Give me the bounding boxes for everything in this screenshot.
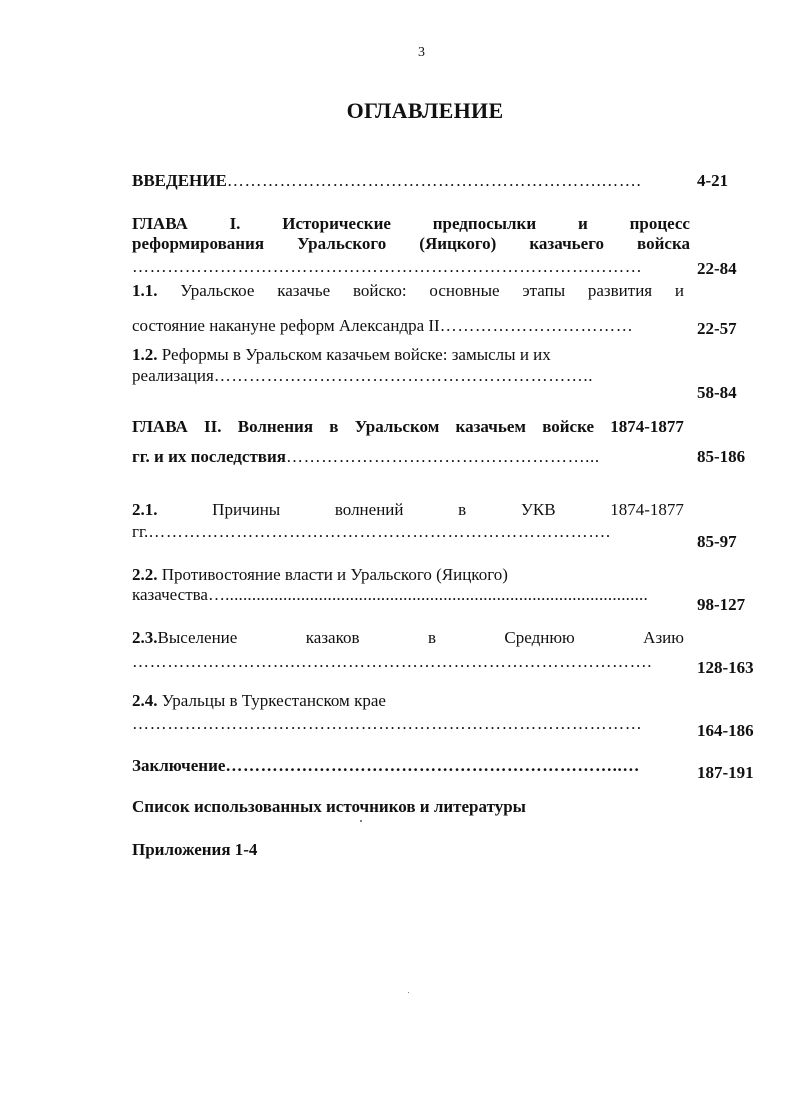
toc-entry-intro[interactable] (132, 171, 682, 191)
toc-ch2-w1: II. (204, 417, 222, 436)
toc-ch1-line2[interactable] (132, 234, 690, 254)
toc-s21-w3: УКВ (520, 500, 556, 519)
toc-s12-line2[interactable] (132, 366, 692, 386)
toc-s22-line1[interactable] (132, 565, 508, 585)
toc-ch1-l2w2: (Яицкого) (419, 234, 497, 253)
toc-s23-w0: Выселение (157, 628, 238, 647)
scan-speck (408, 992, 409, 993)
toc-s21-line1[interactable] (132, 500, 684, 520)
toc-ch2-w6: войске (542, 417, 595, 436)
page-title: ОГЛАВЛЕНИЕ (346, 98, 504, 123)
toc-ch1-page: 22-84 (697, 259, 737, 278)
toc-s12-num: 1.2. (132, 345, 158, 364)
toc-s21-page: 85-97 (697, 532, 737, 551)
toc-s21-line2[interactable] (132, 522, 684, 542)
toc-ch2-w0: ГЛАВА (132, 417, 188, 436)
toc-entry-appendix[interactable]: Приложения 1-4 (132, 840, 258, 859)
toc-s22-num: 2.2. (132, 565, 158, 584)
toc-s11-w5: развития (587, 281, 653, 300)
toc-ch1-w5: процесс (629, 214, 690, 233)
toc-ch1-l2w4: войска (637, 234, 690, 253)
toc-s22-dots: …............................................................................................... (207, 585, 648, 604)
toc-s24-line1[interactable] (132, 691, 386, 711)
toc-s22-line2-text: казачества (132, 585, 208, 604)
toc-s11-line2[interactable] (132, 316, 682, 336)
toc-s23-w2: в (427, 628, 436, 647)
toc-ch1-l2w3: казачьего (529, 234, 604, 253)
toc-intro-label: ВВЕДЕНИЕ (132, 171, 227, 190)
toc-s11-page: 22-57 (697, 319, 737, 338)
toc-ch2-line1[interactable] (132, 417, 684, 437)
toc-s22-line2[interactable] (132, 585, 680, 605)
toc-entry-conclusion[interactable] (132, 756, 674, 776)
toc-ch2-w5: казачьем (455, 417, 526, 436)
toc-s11-w1: казачье (277, 281, 331, 300)
toc-s11-num: 1.1. (132, 281, 158, 300)
toc-s23-w3: Среднюю (504, 628, 575, 647)
toc-s24-num: 2.4. (132, 691, 158, 710)
toc-ch2-page: 85-186 (697, 447, 746, 466)
toc-ch2-w2: Волнения (237, 417, 314, 436)
toc-s21-num: 2.1. (132, 500, 158, 519)
toc-intro-dots: ……………………………………………………….……. (226, 171, 642, 190)
toc-s21-w1: волнений (334, 500, 404, 519)
toc-s12-page: 58-84 (697, 383, 737, 402)
toc-ch2-w4: Уральском (354, 417, 440, 436)
toc-ch1-w2: Исторические (282, 214, 391, 233)
toc-s23-num: 2.3. (132, 628, 158, 647)
toc-ch1-dots: …………………………………………………………………………… (132, 257, 643, 276)
toc-ch1-l2w0: реформирования (132, 234, 265, 253)
toc-s12-line2-text: реализация (132, 366, 214, 385)
toc-s11-w2: войско: (352, 281, 407, 300)
toc-s11-w3: основные (429, 281, 500, 300)
toc-s11-w0: Уральское (180, 281, 255, 300)
toc-s11-line2-text: состояние накануне реформ Александра II (132, 316, 440, 335)
toc-ch1-w1: I. (229, 214, 241, 233)
toc-s21-w4: 1874-1877 (610, 500, 684, 519)
toc-s11-dots: …………………………… (439, 316, 634, 335)
toc-s21-dots: ……………………………………………………………………. (148, 522, 611, 541)
toc-ch1-l2w1: Уральского (297, 234, 387, 253)
toc-ch1-w3: предпосылки (432, 214, 537, 233)
toc-ch1-w4: и (577, 214, 588, 233)
toc-conclusion-dots: …………………………………………………………..… (225, 756, 640, 775)
toc-s12-line1[interactable] (132, 345, 551, 365)
toc-s12-dots: ……………………………………………………….. (213, 366, 594, 385)
toc-conclusion-page: 187-191 (697, 763, 754, 782)
toc-ch2-dots: ……………………………………………... (285, 447, 600, 466)
toc-ch1-w0: ГЛАВА (132, 214, 188, 233)
toc-s11-line1[interactable] (132, 281, 684, 301)
toc-s24-dots: …………………………………………………………………………… (132, 714, 643, 733)
toc-s23-line1[interactable] (132, 628, 684, 648)
toc-ch2-line2-text: гг. и их последствия (132, 447, 286, 466)
toc-s12-line1-text: Реформы в Уральском казачьем войске: замыслы и их (161, 345, 551, 364)
toc-s23-w1: казаков (305, 628, 360, 647)
toc-s24-page: 164-186 (697, 721, 754, 740)
toc-s24-line1-text: Уральцы в Туркестанском крае (161, 691, 386, 710)
scan-speck (360, 820, 362, 822)
page-number: 3 (418, 45, 425, 60)
toc-s22-page: 98-127 (697, 595, 746, 614)
toc-s22-line1-text: Противостояние власти и Уральского (Яицкого) (161, 565, 508, 584)
toc-ch2-w3: в (329, 417, 339, 436)
toc-conclusion-label: Заключение (132, 756, 226, 775)
toc-ch2-w7: 1874-1877 (610, 417, 684, 436)
toc-s23-w4: Азию (643, 628, 684, 647)
toc-s11-w4: этапы (522, 281, 566, 300)
toc-s21-line2-text: гг. (132, 522, 149, 541)
toc-s23-page: 128-163 (697, 658, 754, 677)
toc-entry-sources[interactable]: Список использованных источников и литературы (132, 797, 526, 816)
toc-s23-dots: ……………………….……………………………………………………. (132, 652, 653, 671)
toc-ch1-line1[interactable] (132, 214, 690, 234)
toc-s21-w0: Причины (212, 500, 281, 519)
toc-ch2-line2[interactable] (132, 447, 662, 467)
toc-s21-w2: в (458, 500, 467, 519)
toc-s11-w6: и (674, 281, 684, 300)
toc-s23-head (132, 628, 237, 648)
toc-intro-page: 4-21 (697, 171, 729, 190)
